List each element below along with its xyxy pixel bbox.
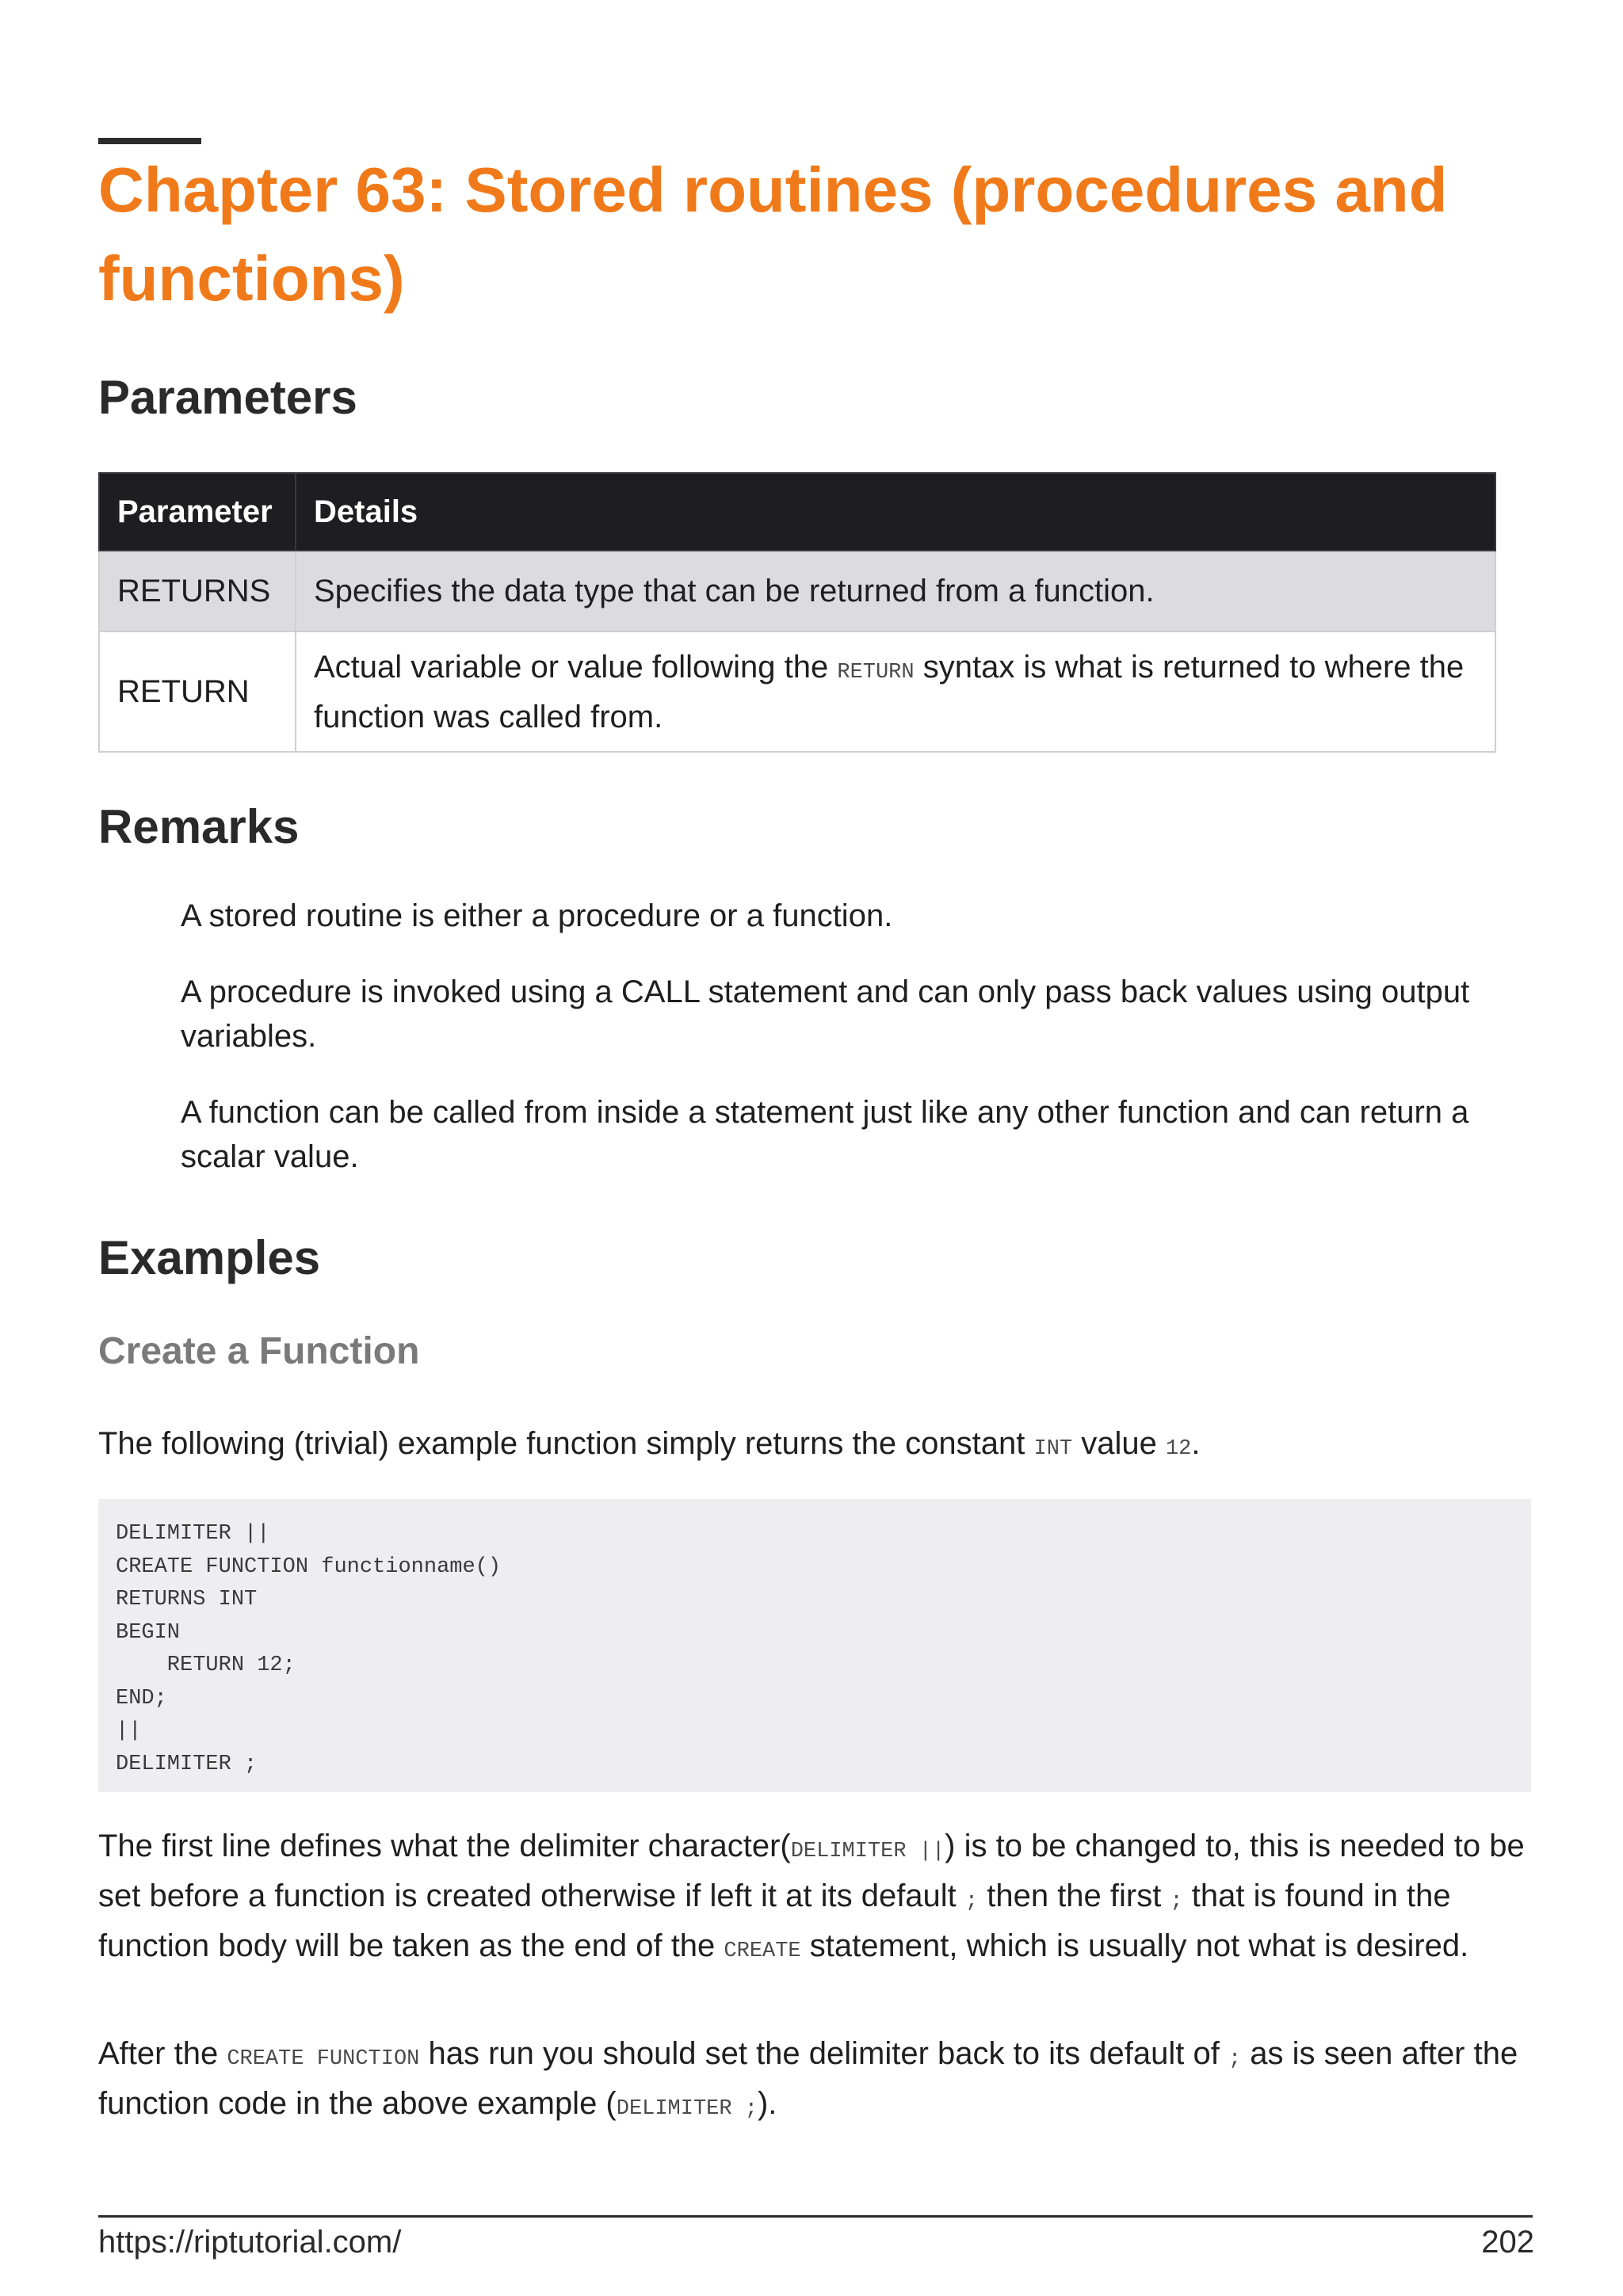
page-number: 202 — [1481, 2225, 1534, 2260]
footer-url: https://riptutorial.com/ — [98, 2225, 402, 2260]
para-text: ) is to be changed to, this is needed to be set before a function is created otherwise if left it at its default — [98, 1829, 1525, 1913]
inline-code: INT — [1033, 1437, 1073, 1461]
example-subheading: Create a Function — [98, 1330, 420, 1372]
remarks-heading: Remarks — [98, 800, 300, 853]
remarks-body — [181, 894, 1496, 1211]
explanation-paragraph — [98, 1824, 1525, 1974]
column-header-details: Details — [296, 473, 1495, 551]
inline-code: CREATE FUNCTION — [227, 2047, 420, 2071]
chapter-title: Chapter 63: Stored routines (procedures and functions) — [98, 154, 1448, 314]
param-cell: RETURNS — [99, 551, 296, 631]
remark-paragraph: A procedure is invoked using a CALL statement and can only pass back values using output variables. — [181, 974, 1470, 1054]
intro-text: The following (trivial) example function simply returns the constant — [98, 1426, 1034, 1461]
para-text: that is found in the function body will be taken as the end of the — [98, 1878, 1451, 1963]
inline-code: RETURN — [837, 660, 915, 685]
para-text: has run you should set the delimiter back to its default of — [419, 2036, 1228, 2071]
code-block: DELIMITER || CREATE FUNCTION functionname() RETURNS INT BEGIN RETURN 12; END; || DELIMITER ; — [98, 1499, 1531, 1792]
inline-code: ; — [1170, 1890, 1183, 1913]
chapter-rule — [98, 138, 201, 144]
details-text: Actual variable or value following the — [314, 649, 838, 685]
details-cell: Specifies the data type that can be returned from a function. — [296, 551, 1495, 631]
inline-code: DELIMITER || — [790, 1840, 945, 1863]
column-header-parameter: Parameter — [99, 473, 296, 551]
param-cell: RETURN — [99, 631, 296, 752]
table-header-row — [99, 473, 1495, 551]
inline-code: ; — [964, 1890, 979, 1913]
footer-rule — [98, 2215, 1533, 2218]
explanation-paragraph — [98, 2031, 1525, 2131]
inline-code: 12 — [1165, 1437, 1192, 1461]
details-cell — [296, 631, 1495, 752]
details-text: syntax is what is returned to where the function was called from. — [314, 649, 1465, 734]
para-text: statement, which is usually not what is desired. — [800, 1928, 1469, 1963]
inline-code: CREATE — [724, 1939, 801, 1963]
inline-code: ; — [1228, 2047, 1242, 2071]
table-row — [99, 631, 1495, 752]
parameters-table — [98, 472, 1496, 753]
intro-text: . — [1191, 1426, 1201, 1461]
table-row — [99, 551, 1495, 631]
remark-paragraph: A stored routine is either a procedure or a function. — [181, 898, 893, 933]
parameters-heading: Parameters — [98, 371, 357, 424]
remark-paragraph: A function can be called from inside a statement just like any other function and can return a scalar value. — [181, 1095, 1469, 1174]
para-text: The first line defines what the delimiter character( — [98, 1829, 791, 1863]
inline-code: DELIMITER ; — [616, 2097, 758, 2121]
para-text: ). — [757, 2086, 777, 2121]
para-text: as is seen after the function code in the above example ( — [98, 2036, 1518, 2121]
intro-text: value — [1072, 1426, 1166, 1461]
para-text: then the first — [978, 1878, 1170, 1913]
para-text: After the — [98, 2036, 227, 2071]
examples-heading: Examples — [98, 1231, 321, 1284]
example-intro — [98, 1421, 1525, 1471]
